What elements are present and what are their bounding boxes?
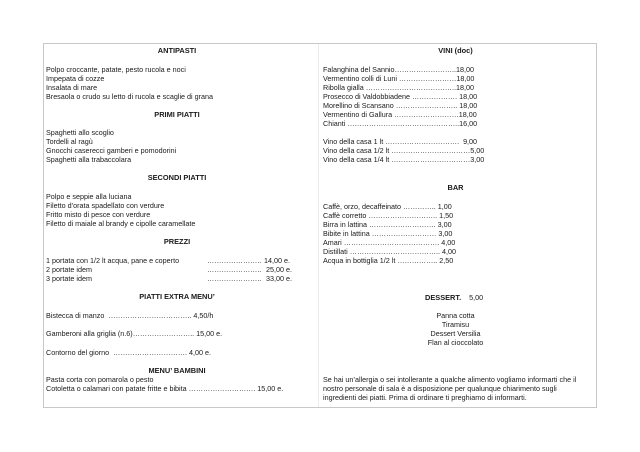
bar-item: Caffè, orzo, decaffeinato ………….. 1,00 — [323, 202, 452, 211]
dessert-heading: DESSERT. — [425, 293, 462, 302]
price-row-label: 1 portata con 1/2 lt acqua, pane e coperto — [46, 256, 180, 265]
allergy-note-line: nostro personale di sala è a disposizione per qualunque chiarimento sugli — [323, 384, 557, 393]
menu-item: Polpo croccante, patate, pesto rucola e noci — [46, 65, 186, 74]
secondi-heading: SECONDI PIATTI — [147, 173, 207, 182]
house-wine-item: Vino della casa 1 lt …………………………. 9,00 — [323, 137, 478, 146]
bar-item: Birra in lattina ………………………. 3,00 — [323, 220, 452, 229]
menu-item: Spaghetti allo scoglio — [46, 128, 114, 137]
menu-item: Tordelli al ragù — [46, 137, 93, 146]
menu-item: Gnocchi caserecci gamberi e pomodorini — [46, 146, 177, 155]
price-row-label: 2 portate idem — [46, 265, 92, 274]
vini-heading: VINI (doc) — [438, 46, 473, 55]
antipasti-heading: ANTIPASTI — [157, 46, 197, 55]
house-wine-item: Vino della casa 1/4 lt ……………………………3,00 — [323, 155, 485, 164]
bar-item: Amari …………………………………. 4,00 — [323, 238, 456, 247]
bar-item: Acqua in bottiglia 1/2 lt …………….. 2,50 — [323, 256, 454, 265]
menu-item: Cotoletta o calamari con patate fritte e bibita ………………………. 15,00 e. — [46, 384, 284, 393]
menu-item: Bresaola o crudo su letto di rucola e scaglie di grana — [46, 92, 214, 101]
wine-item: Vermentino colli di Luni ……………………18,00 — [323, 74, 475, 83]
column-divider — [318, 44, 319, 407]
price-row-value: 14,00 e. — [264, 256, 290, 265]
dessert-item: Dessert Versilia — [430, 329, 481, 338]
menu-item: Impepata di cozze — [46, 74, 105, 83]
menu-item: Filetto d’orata spadellato con verdure — [46, 201, 165, 210]
bar-item: Distillati ……………………………….. 4,00 — [323, 247, 456, 256]
price-row-value: 33,00 e. — [266, 274, 292, 283]
bambini-heading: MENU’ BAMBINI — [148, 366, 206, 375]
primi-heading: PRIMI PIATTI — [154, 110, 200, 119]
dessert-item: Tiramisu — [441, 320, 470, 329]
menu-item: Spaghetti alla trabaccolara — [46, 155, 132, 164]
allergy-note-line: ingredienti dei piatti. Prima di ordinare ti preghiamo di informarti. — [323, 393, 527, 402]
menu-item: Fritto misto di pesce con verdure — [46, 210, 151, 219]
wine-item: Prosecco di Valdobbiadene ………………. 18,00 — [323, 92, 478, 101]
menu-item: Insalata di mare — [46, 83, 98, 92]
wine-item: Falanghina del Sannio……………………..18,00 — [323, 65, 475, 74]
price-row-dots: ………………….. — [207, 256, 262, 265]
prezzi-heading: PREZZI — [163, 237, 191, 246]
price-row-value: 25,00 e. — [266, 265, 292, 274]
bar-heading: BAR — [447, 183, 464, 192]
house-wine-item: Vino della casa 1/2 lt ……………………………5,00 — [323, 146, 485, 155]
dessert-header — [425, 293, 483, 302]
bar-item: Caffè corretto ……………………….. 1,50 — [323, 211, 454, 220]
extra-item: Gamberoni alla griglia (n.6)…………………….. 15,00 e. — [46, 329, 223, 338]
dessert-price: 5,00 — [469, 293, 484, 302]
menu-item: Filetto di maiale al brandy e cipolle caramellate — [46, 219, 196, 228]
wine-item: Vermentino di Gallura ………………………18,00 — [323, 110, 477, 119]
dessert-item: Flan al cioccolato — [427, 338, 484, 347]
extra-item: Contorno del giorno …………………………. 4,00 e. — [46, 348, 211, 357]
wine-item: Chianti ………………………………………..16,00 — [323, 119, 478, 128]
price-row-label: 3 portate idem — [46, 274, 92, 283]
extra-heading: PIATTI EXTRA MENU’ — [139, 292, 215, 301]
allergy-note-line: Se hai un’allergia o sei intollerante a qualche alimento vogliamo informarti che il — [323, 375, 577, 384]
wine-item: Morellino di Scansano …………………….. 18,00 — [323, 101, 478, 110]
bar-item: Bibite in lattina ……………………… 3,00 — [323, 229, 453, 238]
wine-item: Ribolla gialla ………………………………..18,00 — [323, 83, 474, 92]
dessert-item: Panna cotta — [436, 311, 475, 320]
menu-item: Polpo e seppie alla luciana — [46, 192, 132, 201]
price-row-dots: ………………….. — [207, 265, 264, 274]
extra-item: Bistecca di manzo …………………………….. 4,50/h — [46, 311, 214, 320]
menu-item: Pasta corta con pomarola o pesto — [46, 375, 154, 384]
price-row-dots: ………………….. — [207, 274, 264, 283]
